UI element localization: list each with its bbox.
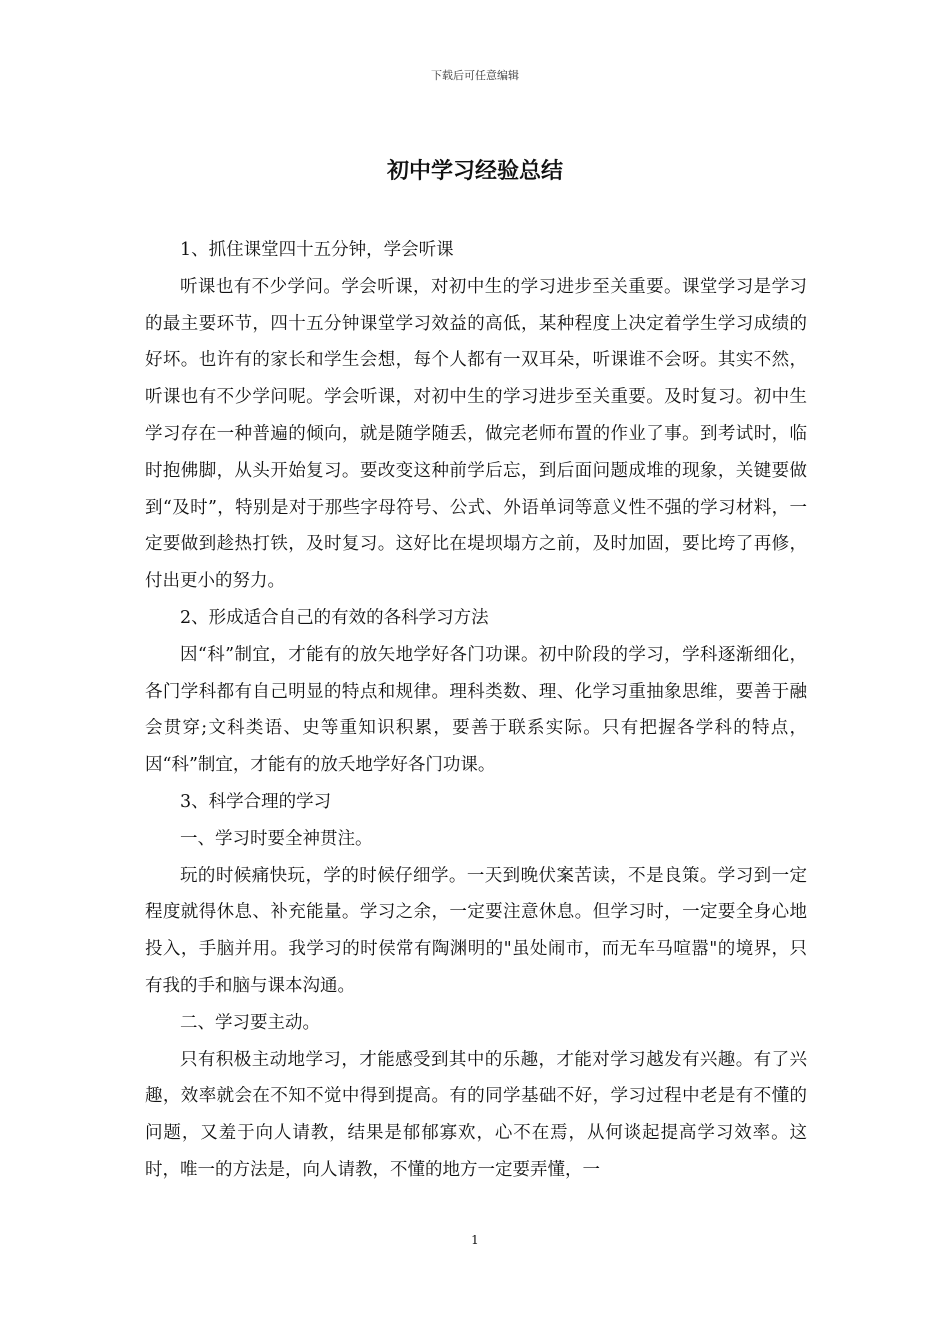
body-paragraph-4: 只有积极主动地学习，才能感受到其中的乐趣，才能对学习越发有兴趣。有了兴趣，效率就会在不知不觉中得到提高。有的同学基础不好，学习过程中老是有不懂的问题，又羞于向人请教，结果是郁郁寡欢，心不在焉，从何谈起提高学习效率。这时，唯一的方法是，向人请教，不懂的地方一定要弄懂，一 — [145, 1049, 807, 1180]
section-heading-3: 3、科学合理的学习 — [180, 791, 332, 812]
page-number: 1 — [471, 1233, 479, 1247]
header-note: 下载后可任意编辑 — [431, 69, 519, 82]
subheading-2: 二、学习要主动。 — [180, 1012, 320, 1033]
document-body — [145, 232, 807, 1189]
section-heading-1: 1、抓住课堂四十五分钟，学会听课 — [180, 240, 454, 260]
body-paragraph-2: 因“科”制宜，才能有的放矢地学好各门功课。初中阶段的学习，学科逐渐细化，各门学科都有自己明显的特点和规律。理科类数、理、化学习重抽象思维，要善于融会贯穿;文科类语、史等重知识积累，要善于联系实际。只有把握各学科的特点，因“科”制宜，才能有的放夭地学好各门功课。 — [145, 644, 807, 776]
body-paragraph-3: 玩的时候痛快玩，学的时候仔细学。一天到晚伏案苦读，不是良策。学习到一定程度就得休息、补充能量。学习之余，一定要注意休息。但学习时，一定要全身心地投入，手脑并用。我学习的时侯常有陶渊明的"虽处闹市，而无车马喧嚣"的境界，只有我的手和脑与课本沟通。 — [145, 865, 807, 996]
document-title: 初中学习经验总结 — [386, 158, 563, 184]
subheading-1: 一、学习时要全神贯注。 — [180, 828, 373, 849]
section-heading-2: 2、形成适合自己的有效的各科学习方法 — [180, 607, 489, 628]
body-paragraph-1: 听课也有不少学问。学会听课，对初中生的学习进步至关重要。课堂学习是学习的最主要环节，四十五分钟课堂学习效益的高低，某种程度上决定着学生学习成绩的好坏。也许有的家长和学生会想，每个人都有一双耳朵，听课谁不会呀。其实不然，听课也有不少学问呢。学会听课，对初中生的学习进步至关重要。及时复习。初中生学习存在一种普遍的倾向，就是随学随丢，做完老师布置的作业了事。到考试时，临时抱佛脚，从头开始复习。要改变这种前学后忘，到后面问题成堆的现象，关键要做到“及时”，特别是对于那些字母符号、公式、外语单词等意义性不强的学习材料，一定要做到趁热打铁，及时复习。这好比在堤坝塌方之前，及时加固，要比垮了再修，付出更小的努力。 — [145, 276, 807, 592]
